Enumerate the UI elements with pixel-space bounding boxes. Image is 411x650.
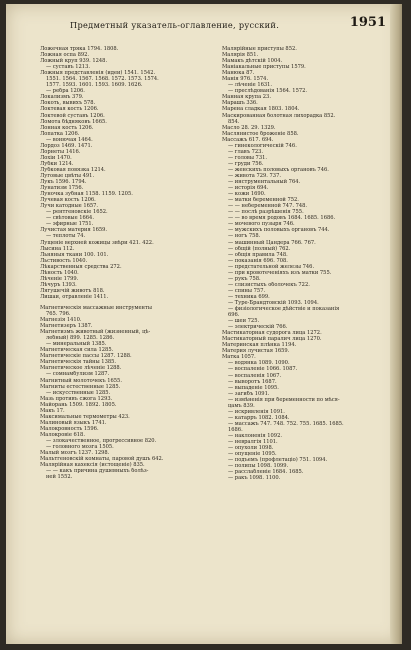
index-entry: Ложечная тряка 1794. 1808. xyxy=(40,46,119,52)
index-entry: Материнская плѣнка 1194. xyxy=(222,342,297,349)
index-entry: 765. 796. xyxy=(46,311,71,318)
index-entry: Луговые цвѣты 491. xyxy=(40,172,95,179)
index-entry: Малярійные приступы 852. xyxy=(222,46,297,52)
index-entry: — гинекологическій 746. xyxy=(228,142,297,149)
index-entry: — рукъ 758. xyxy=(228,275,261,282)
index-entry: — спины 757. xyxy=(228,287,266,294)
index-entry: Маніакальные приступы 1579. xyxy=(222,64,306,71)
index-entry: Локтевая кость 1206. xyxy=(40,106,99,113)
index-entry: Лучистая материя 1659. xyxy=(40,227,108,234)
index-entry: — свѣтовые 1664. xyxy=(46,215,94,222)
index-entry: Магнетическія тайны 1385. xyxy=(40,359,117,366)
index-entry: — показанія 696. 708. xyxy=(228,257,288,264)
index-entry: Лубковая повязка 1214. xyxy=(40,166,106,173)
index-entry: Маслянистое броженіе 858. xyxy=(222,130,299,137)
index-entry: — шеи 725. xyxy=(228,318,260,325)
index-entry: — выпаденіе 1095. xyxy=(228,384,279,391)
index-column-left xyxy=(40,46,212,480)
index-entry: — кожи 1690. xyxy=(228,191,266,198)
index-entry: Локализмъ 379. xyxy=(40,94,84,101)
index-entry: — мужскихъ половыхъ органовъ 744. xyxy=(228,227,330,234)
index-entry: — женскихъ половыхъ органовъ 746. xyxy=(228,166,329,173)
index-entry: Магнетическое лѣченіе 1288. xyxy=(40,365,122,372)
index-entry: Маскированная болотная лихорадка 852. xyxy=(222,112,336,119)
index-entry: Лохіи 1470. xyxy=(40,154,72,161)
index-entry: — общія правила 748. xyxy=(228,251,288,258)
index-entry: Ложныя представленія (идеи) 1541. 1542. xyxy=(40,70,156,77)
index-entry: Магнетическія массажные инструменты xyxy=(40,304,152,311)
index-entry: Льстивость 1040. xyxy=(40,257,88,264)
index-entry: — матки беременной 752. xyxy=(228,197,299,204)
index-entry: — техника 699. xyxy=(228,293,270,300)
index-entry: лебный) 899. 1285. 1286. xyxy=(46,335,115,342)
index-entry: — суставъ 1213. xyxy=(46,64,90,71)
index-entry: — при кровотеченіяхъ изъ матки 755. xyxy=(228,269,332,276)
index-entry: Макъ 17. xyxy=(40,407,65,414)
index-entry: Лишаи, отравленіе 1411. xyxy=(40,293,109,300)
index-entry: — Туре-Брандтовскій 1093. 1094. xyxy=(228,299,319,306)
index-entry: Малярійная кахексія (истощеніе) 835. xyxy=(40,462,145,469)
index-entry: — головы 731. xyxy=(228,154,267,161)
index-entry: — измѣненія при беременности по мѣся- xyxy=(228,396,340,403)
index-entry: — наклоненія 1092. xyxy=(228,433,282,439)
index-entry: Магнитный молоточекъ 1655. xyxy=(40,377,122,384)
index-entry: Магнетизеръ 1387. xyxy=(40,323,93,330)
index-entry: Магнезія 1410. xyxy=(40,317,82,324)
index-entry: Лучевая кость 1206. xyxy=(40,197,96,204)
index-entry: 1577. 1593. 1601. 1593. 1609. 1626. xyxy=(46,82,143,89)
index-entry: — воспаленія 1067. xyxy=(228,372,282,379)
index-entry: Лунатизм 1756. xyxy=(40,185,84,192)
index-entry: — ногъ 758. xyxy=(228,233,261,240)
index-entry: цамъ 839. xyxy=(228,402,255,409)
index-entry: Магнетизмъ животный (жизненный, цѣ- xyxy=(40,329,151,336)
index-entry: Мальтгеновскій комнаты, паровой душъ 642. xyxy=(40,456,164,463)
index-entry: — машинный Цандера 766. 767. xyxy=(228,239,316,246)
index-entry: — исторія 694. xyxy=(228,185,269,192)
index-entry: Магнетическая сила 1285. xyxy=(40,347,114,354)
index-entry: — опущеніе 1095. xyxy=(228,451,277,458)
index-entry: — лѣченіе 1631. xyxy=(228,82,273,89)
index-entry: — злокачественное, прогрессивное 820. xyxy=(46,438,157,444)
page-header xyxy=(24,16,386,34)
index-entry: Локтевой суставъ 1206. xyxy=(40,112,105,119)
index-entry: Ломота бѣдняковъ 1665. xyxy=(40,118,107,125)
index-entry: — искривленія 1091. xyxy=(228,408,285,415)
index-entry: — живота 729. 737. xyxy=(228,172,281,179)
index-entry: — — небеременной 747. 748. xyxy=(228,203,308,210)
index-entry: — физіологическое дѣйствіе и показанія xyxy=(228,306,340,313)
index-entry: — водянка 1089. 1090. xyxy=(228,360,290,367)
index-entry: Локоть, вывихъ 578. xyxy=(40,100,96,107)
index-entry: Лѣченіе 1799. xyxy=(40,275,79,282)
index-entry: Мазь противъ сжога 1293. xyxy=(40,395,113,402)
index-entry: — опухоли 1098. xyxy=(228,445,274,452)
index-entry: — теплоты 74. xyxy=(46,233,86,240)
index-entry: Лысина 112. xyxy=(40,245,75,252)
index-entry: ней 1552. xyxy=(46,474,73,481)
index-entry: — воспаленіе 1066. 1087. xyxy=(228,366,298,373)
index-entry: Малокровіе 618. xyxy=(40,431,85,438)
index-entry: 1686. xyxy=(228,426,243,433)
index-entry: Луночка зубная 1158. 1159. 1205. xyxy=(40,191,133,198)
index-entry: Максимальные термометры 423. xyxy=(40,413,130,420)
index-entry: Матка 1057. xyxy=(222,354,256,361)
index-entry: Ложная оспа 892. xyxy=(40,52,90,59)
index-entry: Лордоз 1469. 1471. xyxy=(40,142,93,149)
index-entry: Манія 976. 1574. xyxy=(222,76,269,83)
index-entry: — преслѣдованія 1564. 1572. xyxy=(228,88,308,95)
index-entry: Мастикаторная судорога лица 1272. xyxy=(222,330,322,337)
index-entry: — инструментальный 764. xyxy=(228,179,301,186)
index-entry: Лягушечій животъ 818. xyxy=(40,287,105,294)
index-entry: Манюка 87. xyxy=(222,70,255,77)
index-entry: Майорань 1509. 1892. 1805. xyxy=(40,401,117,408)
index-entry: Мамакъ дѣтскій 1004. xyxy=(222,58,283,65)
index-entry: Марена сладкая 1803. 1804. xyxy=(222,106,300,113)
index-entry: — искусственные 1285. xyxy=(46,389,111,396)
index-entry: — эфирные 1751. xyxy=(46,221,94,228)
index-entry: — расслабленіе 1684. 1685. xyxy=(228,469,304,476)
index-entry: Лущеніе верхней кожицы звѣри 421. 422. xyxy=(40,239,154,246)
index-entry: Марашъ 336. xyxy=(222,100,258,107)
index-entry: 696. xyxy=(228,312,240,319)
index-entry: — слизистыхъ оболочекъ 722. xyxy=(228,281,310,288)
index-entry: Малиновый языкъ 1741. xyxy=(40,419,107,426)
index-entry: — — послѣ разрѣшенія 755. xyxy=(228,209,304,216)
index-entry: — предстательной железы 746. xyxy=(228,263,315,270)
index-entry: — минеральный 1385. xyxy=(46,341,107,348)
index-entry: Лорнеты 1416. xyxy=(40,148,81,155)
index-entry: — катарръ 1082. 1084. xyxy=(228,414,290,421)
index-entry: Лопатка 1206. xyxy=(40,130,80,137)
page-title: Предметный указатель-оглавление, русский. xyxy=(70,20,280,30)
index-entry: Малый мозгъ 1237. 1298. xyxy=(40,450,110,457)
index-entry: — головного мозга 1505. xyxy=(46,444,114,451)
index-entry: — — какъ причина душевныхъ болѣз- xyxy=(46,468,149,475)
index-entry: Мастикаторный паралич лица 1270. xyxy=(222,336,322,343)
index-entry: Лѣность 1040. xyxy=(40,269,79,276)
index-entry: Лѣкарственныя средства 272. xyxy=(40,263,122,270)
index-entry: — электрическій 766. xyxy=(228,324,288,331)
index-entry: — ребра 1206. xyxy=(46,88,85,95)
index-entry: — рентгеновскіе 1652. xyxy=(46,209,108,216)
index-entry: — полипы 1098. 1099. xyxy=(228,463,289,470)
index-entry: — сомнамбулизм 1287. xyxy=(46,371,110,378)
index-entry: 854. xyxy=(228,118,240,125)
index-entry: Лукъ 1596. 1794. xyxy=(40,179,87,186)
index-entry: — массажъ 747. 748. 752. 755. 1685. 1685. xyxy=(228,420,344,427)
index-entry: — мочевого пузыря 746. xyxy=(228,221,295,228)
index-entry: Лѣчуръ 1393. xyxy=(40,281,77,288)
index-entry: — груди 756. xyxy=(228,160,264,167)
index-entry: Материя лучистая 1659. xyxy=(222,348,290,355)
index-entry: — общій (полный) 762. xyxy=(228,245,291,252)
page-number: 1951 xyxy=(349,15,386,30)
index-entry: — выворотъ 1687. xyxy=(228,378,277,385)
index-entry: Массажъ 617. 694. xyxy=(222,136,274,143)
index-entry: Магнетическіе пассы 1287. 1288. xyxy=(40,353,132,360)
index-entry: Льняныя ткани 100. 101. xyxy=(40,251,109,258)
index-column-right xyxy=(222,46,394,481)
index-entry: Лучи катодные 1657. xyxy=(40,203,99,210)
index-entry: — ракъ 1098. 1100. xyxy=(228,475,281,482)
index-entry: Малярія 851. xyxy=(222,52,259,59)
index-entry: Лубки 1214. xyxy=(40,160,74,167)
index-entry: Лонная кость 1206. xyxy=(40,124,94,131)
index-entry: Манная крупа 23. xyxy=(222,94,271,101)
index-entry: — главъ 723. xyxy=(228,148,264,155)
index-entry: 1551. 1564. 1567. 1568. 1572. 1573. 1574. xyxy=(46,76,159,83)
index-entry: Магниты естественные 1285. xyxy=(40,383,121,390)
index-entry: Ложный круп 939. 1248. xyxy=(40,58,108,65)
index-entry: — невралгія 1101. xyxy=(228,439,278,446)
index-entry: Масло 28. 29. 1329. xyxy=(222,124,276,131)
index-entry: — загибъ 1091. xyxy=(228,390,270,397)
index-entry: Малокровность 1596. xyxy=(40,425,99,432)
index-entry: — подъемъ (профлетаціо) 751. 1094. xyxy=(228,457,328,464)
index-entry: — — во время родовъ 1684. 1685. 1686. xyxy=(228,215,336,222)
index-entry: — вонючая 1464. xyxy=(46,136,93,143)
index-page xyxy=(6,4,402,644)
